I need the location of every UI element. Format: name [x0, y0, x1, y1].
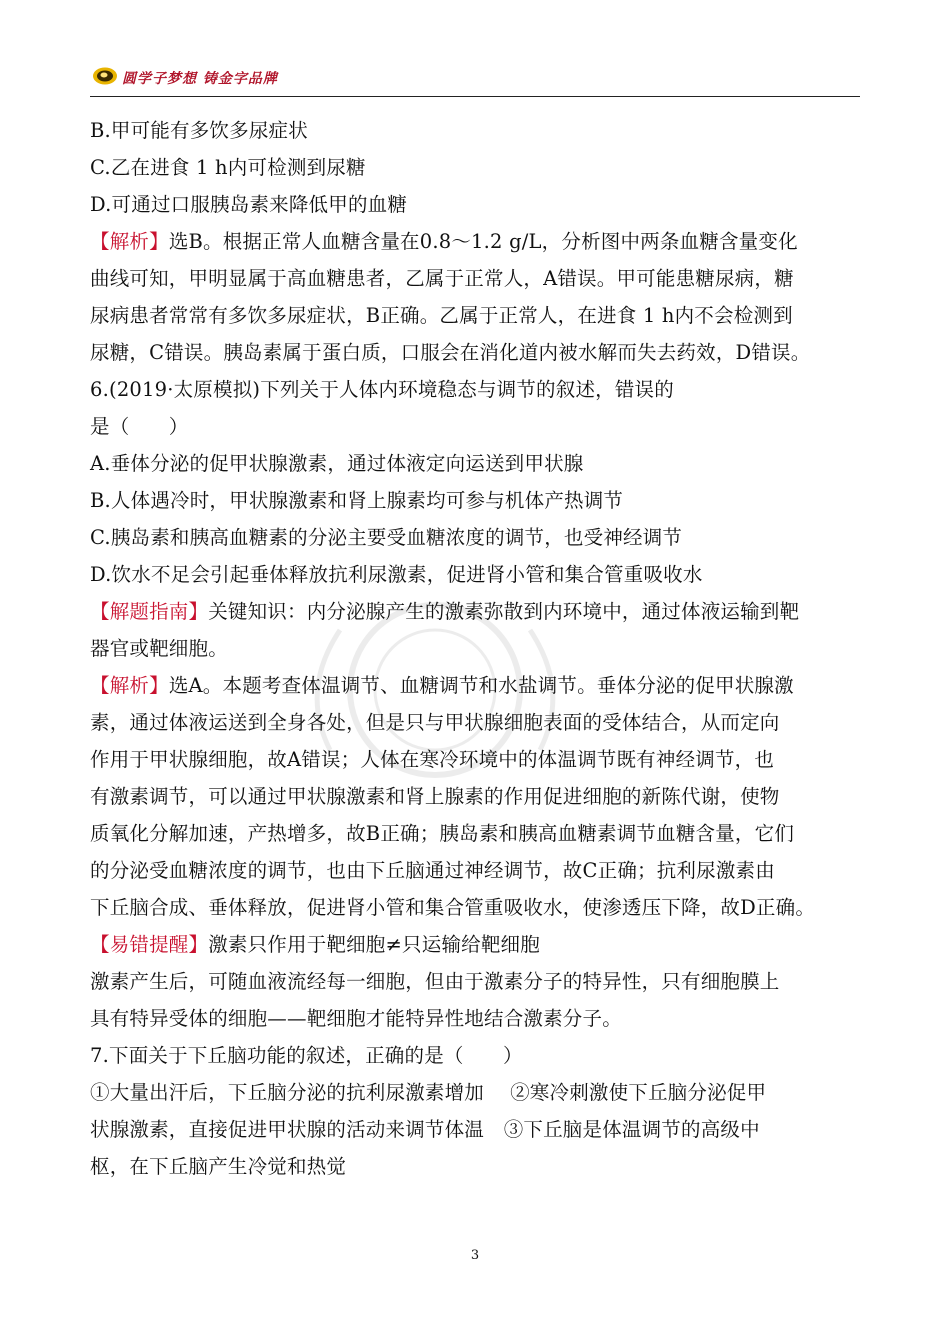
- logo-icon: [92, 66, 118, 86]
- line-text: 选B。根据正常人血糖含量在0.8～1.2 g/L，分析图中两条血糖含量变化: [168, 230, 798, 253]
- text-line: [90, 519, 862, 556]
- line-text: 是（ ）: [90, 415, 189, 438]
- text-line: [90, 593, 862, 630]
- line-text: 质氧化分解加速，产热增多，故B正确；胰岛素和胰高血糖素调节血糖含量，它们: [90, 822, 795, 845]
- line-text: 激素产生后，可随血液流经每一细胞，但由于激素分子的特异性，只有细胞膜上: [90, 970, 780, 993]
- line-text: 器官或靶细胞。: [90, 637, 228, 660]
- line-text: 曲线可知，甲明显属于高血糖患者，乙属于正常人，A错误。甲可能患糖尿病，糖: [90, 267, 794, 290]
- text-line: [90, 371, 862, 408]
- text-line: [90, 556, 862, 593]
- text-line: [90, 889, 862, 926]
- document-body: [90, 112, 862, 1185]
- line-text: 状腺激素，直接促进甲状腺的活动来调节体温 ③下丘脑是体温调节的高级中: [90, 1118, 760, 1141]
- text-line: [90, 852, 862, 889]
- line-text: 尿病患者常常有多饮多尿症状，B正确。乙属于正常人，在进食 1 h内不会检测到: [90, 304, 793, 327]
- text-line: [90, 778, 862, 815]
- text-line: [90, 297, 862, 334]
- line-text: C.胰岛素和胰高血糖素的分泌主要受血糖浓度的调节，也受神经调节: [90, 526, 683, 549]
- page-header: [90, 62, 860, 97]
- text-line: [90, 149, 862, 186]
- section-tag: 【解析】: [90, 674, 169, 697]
- text-line: [90, 223, 862, 260]
- line-text: 素，通过体液运送到全身各处，但是只与甲状腺细胞表面的受体结合，从而定向: [90, 711, 780, 734]
- text-line: [90, 186, 862, 223]
- text-line: [90, 704, 862, 741]
- text-line: [90, 260, 862, 297]
- text-line: [90, 1074, 862, 1111]
- text-line: [90, 815, 862, 852]
- page-number: 3: [470, 1248, 480, 1263]
- line-text: 6.(2019·太原模拟)下列关于人体内环境稳态与调节的叙述，错误的: [90, 378, 674, 401]
- section-tag: 【易错提醒】: [90, 933, 209, 956]
- text-line: [90, 1000, 862, 1037]
- text-line: [90, 667, 862, 704]
- text-line: [90, 963, 862, 1000]
- text-line: [90, 926, 862, 963]
- text-line: [90, 630, 862, 667]
- line-text: 尿糖，C错误。胰岛素属于蛋白质，口服会在消化道内被水解而失去药效，D错误。: [90, 341, 811, 364]
- line-text: 的分泌受血糖浓度的调节，也由下丘脑通过神经调节，故C正确；抗利尿激素由: [90, 859, 775, 882]
- text-line: [90, 741, 862, 778]
- line-text: 7.下面关于下丘脑功能的叙述，正确的是（ ）: [90, 1044, 523, 1067]
- line-text: 下丘脑合成、垂体释放，促进肾小管和集合管重吸收水，使渗透压下降，故D正确。: [90, 896, 816, 919]
- line-text: A.垂体分泌的促甲状腺激素，通过体液定向运送到甲状腺: [90, 452, 584, 475]
- line-text: 选A。本题考查体温调节、血糖调节和水盐调节。垂体分泌的促甲状腺激: [168, 674, 794, 697]
- brand-slogan: 圆学子梦想 铸金字品牌: [122, 71, 278, 87]
- line-text: 有激素调节，可以通过甲状腺激素和肾上腺素的作用促进细胞的新陈代谢，使物: [90, 785, 780, 808]
- text-line: [90, 445, 862, 482]
- text-line: [90, 482, 862, 519]
- text-line: [90, 112, 862, 149]
- line-text: 关键知识：内分泌腺产生的激素弥散到内环境中，通过体液运输到靶: [208, 600, 800, 623]
- line-text: D.可通过口服胰岛素来降低甲的血糖: [90, 193, 408, 216]
- text-line: [90, 1148, 862, 1185]
- line-text: D.饮水不足会引起垂体释放抗利尿激素，促进肾小管和集合管重吸收水: [90, 563, 703, 586]
- line-text: B.甲可能有多饮多尿症状: [90, 119, 308, 142]
- line-text: 具有特异受体的细胞——靶细胞才能特异性地结合激素分子。: [90, 1007, 622, 1030]
- line-text: C.乙在进食 1 h内可检测到尿糖: [90, 156, 366, 179]
- section-tag: 【解析】: [90, 230, 169, 253]
- text-line: [90, 408, 862, 445]
- line-text: 枢，在下丘脑产生冷觉和热觉: [90, 1155, 347, 1178]
- text-line: [90, 334, 862, 371]
- line-text: B.人体遇冷时，甲状腺激素和肾上腺素均可参与机体产热调节: [90, 489, 624, 512]
- text-line: [90, 1037, 862, 1074]
- line-text: ①大量出汗后，下丘脑分泌的抗利尿激素增加 ②寒冷刺激使下丘脑分泌促甲: [90, 1081, 767, 1104]
- section-tag: 【解题指南】: [90, 600, 209, 623]
- line-text: 作用于甲状腺细胞，故A错误；人体在寒冷环境中的体温调节既有神经调节，也: [90, 748, 775, 771]
- line-text: 激素只作用于靶细胞≠只运输给靶细胞: [208, 933, 540, 956]
- text-line: [90, 1111, 862, 1148]
